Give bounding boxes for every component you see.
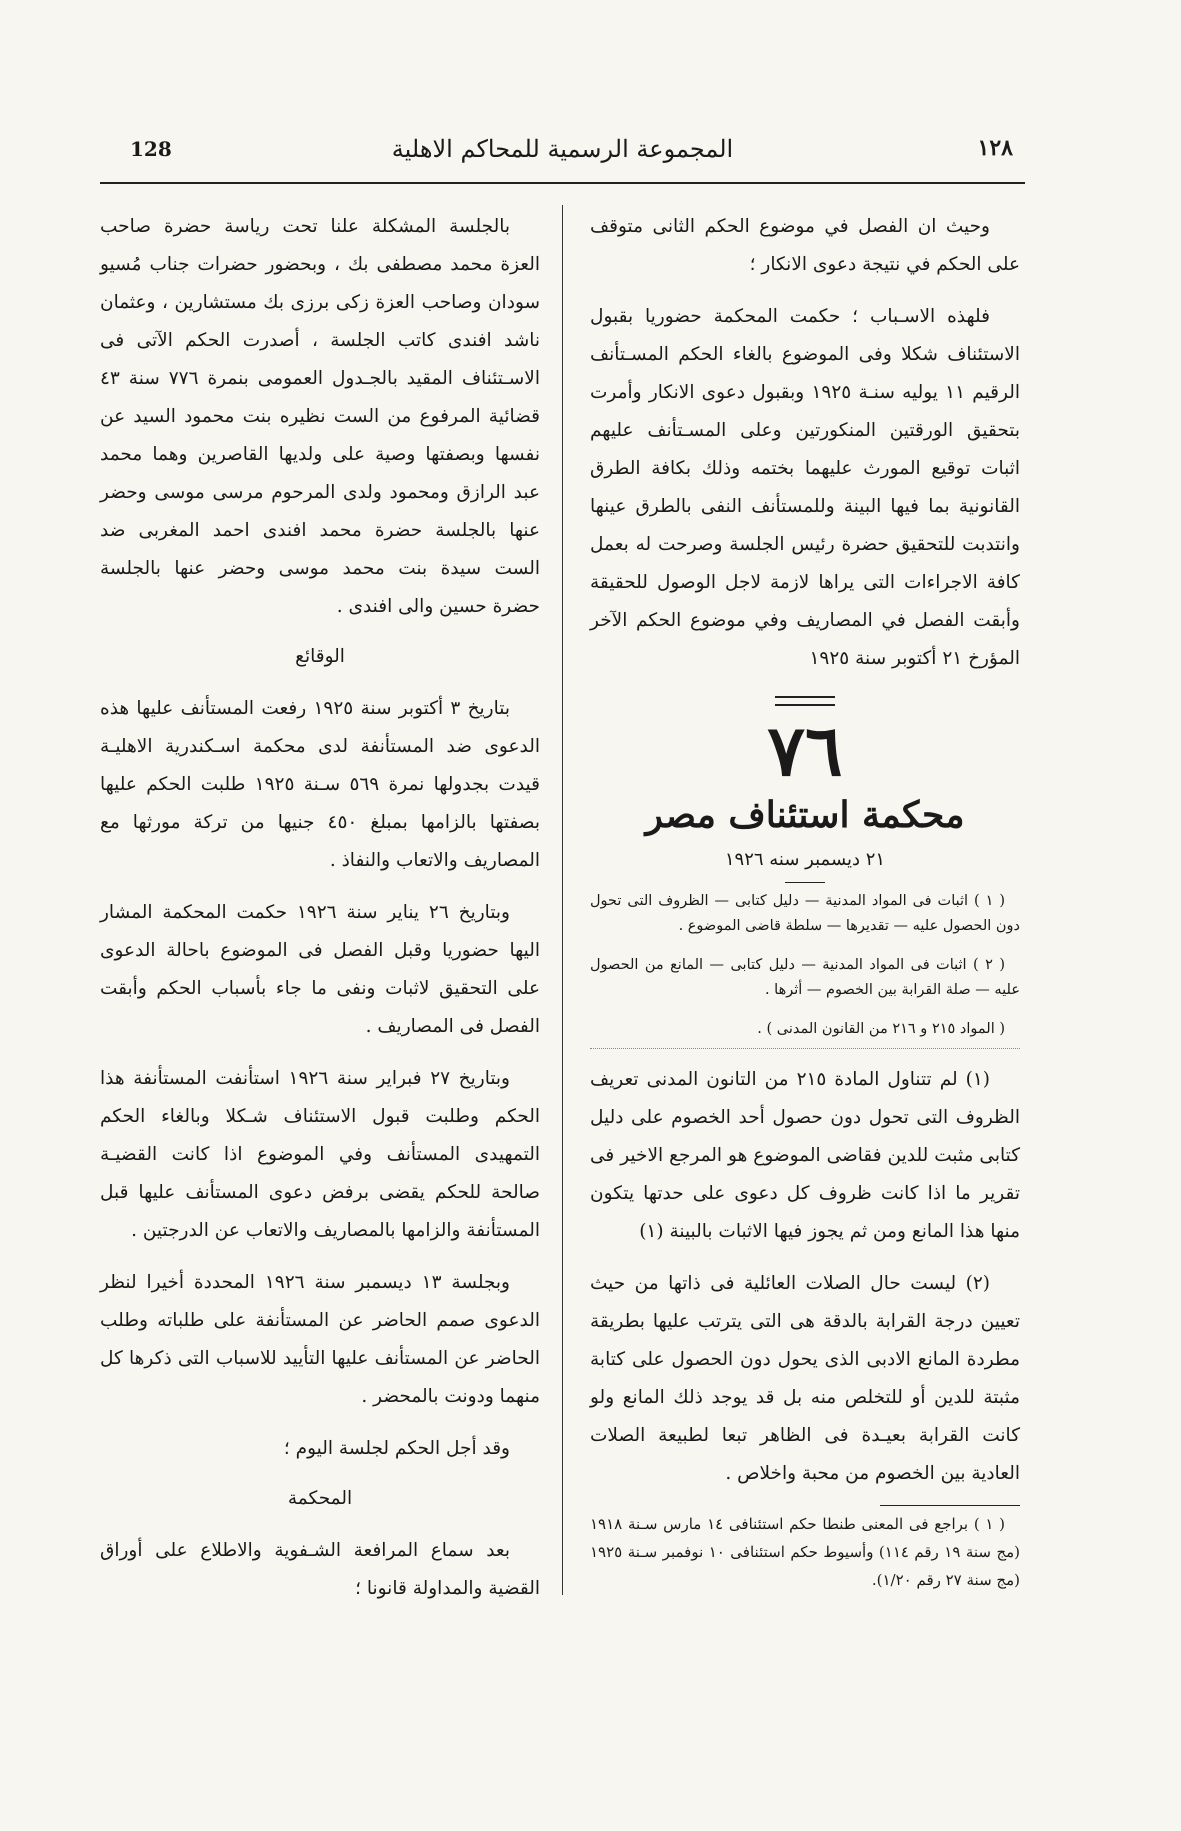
facts-heading: الوقائع — [295, 646, 345, 667]
case-number: ٧٦ — [767, 709, 843, 792]
summary-item: ( المواد ٢١٥ و ٢١٦ من القانون المدنى ) . — [757, 1021, 1005, 1037]
intro-paragraph: وحيث ان الفصل في موضوع الحكم الثانى متوقف على الحكم في نتيجة دعوى الانكار ؛ — [590, 216, 1020, 275]
page-number-arabic: ١٢٨ — [977, 135, 1013, 161]
footnotes — [590, 1510, 1020, 1594]
principle-paragraph: (٢) ليست حال الصلات العائلية فى ذاتها من حيث تعيين درجة القرابة بالدقة هى التى يترتب عليها بطريقة مطردة المانع الادبى الذى يحول دون الحصول على كتابة مثبتة للدين أو للتخلص منه بل قد يوجد ذلك المانع ولو كانت القرابة بعيـدة فى الظاهر تبعا لطبيعة الصلات العادية بين الخصوم من محبة واخلاص . — [590, 1273, 1020, 1484]
left-column — [100, 208, 540, 1608]
short-rule — [785, 882, 825, 883]
facts-paragraph: وبتاريخ ٢٦ يناير سنة ١٩٢٦ حكمت المحكمة المشار اليها حضوريا وقبل الفصل فى الموضوع باحالة الدعوى على التحقيق لاثبات ونفى ما جاء بأسباب الحكم وأبقت الفصل فى المصاريف . — [100, 902, 540, 1037]
column-divider — [562, 205, 563, 1595]
page-header — [100, 137, 1025, 175]
footnote-rule — [880, 1505, 1020, 1506]
facts-paragraph: وبتاريخ ٢٧ فبراير سنة ١٩٢٦ استأنفت المستأنفة هذا الحكم وطلبت قبول الاستئناف شـكلا وبالغاء الحكم التمهيدى المستأنف وفي الموضوع اذا كانت القضيـة صالحة للحكم يقضى برفض دعوى المستأنف عليها قبل المستأنفة والزامها بالمصاريف والاتعاب عن الدرجتين . — [100, 1068, 540, 1241]
opening-paragraph: بالجلسة المشكلة علنا تحت رياسة حضرة صاحب العزة محمد مصطفى بك ، وبحضور حضرات جناب مُسيو سودان وصاحب العزة زكى برزى بك مستشارين ، وعثمان ناشد افندى كاتب الجلسة ، أصدرت الحكم الآتى فى الاسـتئناف المقيد بالجـدول العمومى بنمرة ٧٧٦ سنة ٤٣ قضائية المرفوع من الست نظيره بنت محمود السيد عن نفسها وبصفتها وصية على ولديها القاصرين وهما محمد عبد الرازق ومحمود ولدى المرحوم مرسى موسى وحضر عنها بالجلسة حضرة محمد افندى احمد المغربى ضد الست سيدة بنت محمد موسى وحضر عنها بالجلسة حضرة حسين والى افندى . — [100, 216, 540, 617]
closing-paragraph: بعد سماع المرافعة الشـفوية والاطلاع على أوراق القضية والمداولة قانونا ؛ — [100, 1540, 540, 1599]
page-number-latin: 128 — [130, 137, 172, 161]
header-rule — [100, 182, 1025, 184]
case-date: ٢١ ديسمبر سنه ١٩٢٦ — [724, 849, 886, 870]
double-rule — [775, 696, 835, 706]
court-heading: المحكمة — [287, 1488, 353, 1509]
footnote: ( ١ ) براجع فى المعنى طنطا حكم استئنافى ١٤ مارس سـنة ١٩١٨ (مج سنة ١٩ رقم ١١٤) وأسيوط حكم استئنافى ١٠ نوفمبر سـنة ١٩٢٥ (مج سنة ٢٧ رقم ١/٢٠). — [590, 1515, 1021, 1589]
court-name: محكمة استئناف مصر — [645, 794, 965, 836]
facts-paragraph: بتاريخ ٣ أكتوبر سنة ١٩٢٥ رفعت المستأنف عليها هذه الدعوى ضد المستأنفة لدى محكمة اسـكندرية الاهليـة قيدت بجدولها نمرة ٥٦٩ سـنة ١٩٢٥ طلبت الحكم عليها بصفتها بالزامها بمبلغ ٤٥٠ جنيها من تركة مورثها مع المصاريف والاتعاب والنفاذ . — [100, 698, 540, 871]
facts-paragraph: وبجلسة ١٣ ديسمبر سنة ١٩٢٦ المحددة أخيرا لنظر الدعوى صمم الحاضر عن المستأنفة على طلباته وطلب الحاضر عن المستأنف عليها التأييد للاسباب التى ذكرها كل منهما ودونت بالمحضر . — [100, 1272, 540, 1407]
facts-paragraph: وقد أجل الحكم لجلسة اليوم ؛ — [283, 1438, 510, 1459]
summary-item: ( ١ ) اثبات فى المواد المدنية — دليل كتابى — الظروف التى تحول دون الحصول عليه — تقديرها — سلطة قاضى الموضوع . — [590, 893, 1020, 934]
summary-item: ( ٢ ) اثبات فى المواد المدنية — دليل كتابى — المانع من الحصول عليه — صلة القرابة بين الخصوم — أثرها . — [590, 957, 1020, 998]
right-column — [590, 208, 1020, 1594]
publication-title: المجموعة الرسمية للمحاكم الاهلية — [391, 135, 734, 163]
case-summary — [590, 889, 1020, 1049]
intro-paragraph: فلهذه الاسـباب ؛ حكمت المحكمة حضوريا بقبول الاستئناف شكلا وفى الموضوع بالغاء الحكم المسـتأنف الرقيم ١١ يوليه سنـة ١٩٢٥ وبقبول دعوى الانكار وأمرت بتحقيق الورقتين المنكورتين وعلى المسـتأنف عليهم اثبات توقيع المورث عليهما بختمه وذلك بكافة الطرق القانونية بما فيها البينة وللمستأنف النفى بالطرق عينها وانتدبت للتحقيق حضرة رئيس الجلسة وصرحت له بعمل كافة الاجراءات التى يراها لازمة لاجل الوصول للحقيقة وأبقت الفصل في المصاريف وفي موضوع الحكم الآخر المؤرخ ٢١ أكتوبر سنة ١٩٢٥ — [590, 306, 1021, 669]
principle-paragraph: (١) لم تتناول المادة ٢١٥ من التانون المدنى تعريف الظروف التى تحول دون حصول أحد الخصوم على دليل كتابى مثبت للدين فقاضى الموضوع هو المرجع الاخير فى تقرير ما اذا كانت ظروف كل دعوى على حدتها يتكون منها هذا المانع ومن ثم يجوز فيها الاثبات بالبينة (١) — [590, 1069, 1020, 1242]
